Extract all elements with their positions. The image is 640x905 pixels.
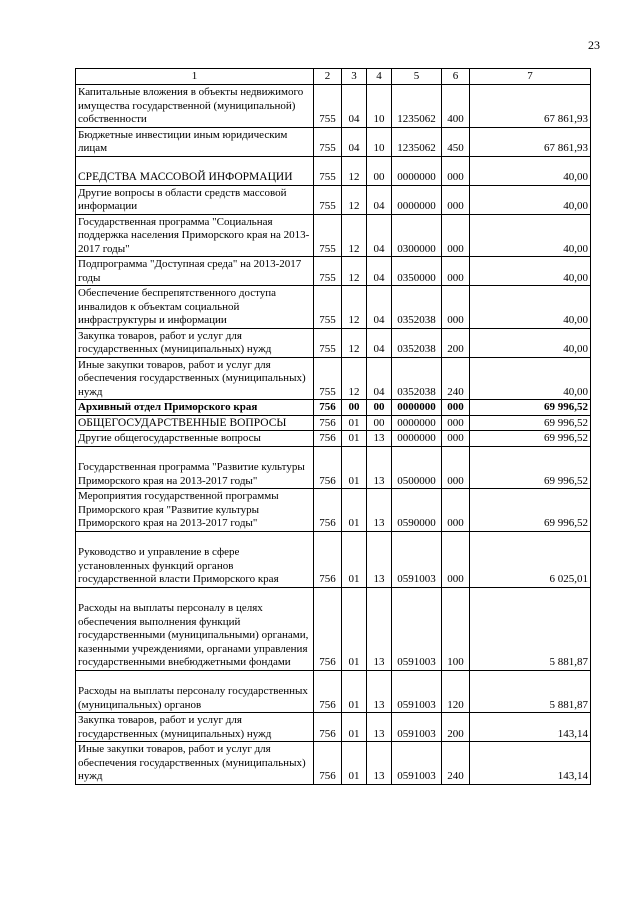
subsection-code-cell: 04 [367, 214, 392, 257]
table-header-row [76, 69, 591, 85]
amount-cell: 143,14 [470, 742, 591, 785]
amount-cell: 6 025,01 [470, 531, 591, 587]
amount-cell: 69 996,52 [470, 446, 591, 489]
section-code-cell: 12 [342, 185, 367, 214]
expense-type-cell: 400 [442, 85, 470, 128]
subsection-code-cell: 10 [367, 85, 392, 128]
amount-cell: 40,00 [470, 328, 591, 357]
amount-cell: 67 861,93 [470, 127, 591, 156]
expense-type-cell: 000 [442, 156, 470, 185]
ministry-code-cell: 755 [314, 257, 342, 286]
expense-type-cell: 000 [442, 446, 470, 489]
ministry-code-cell: 756 [314, 670, 342, 713]
target-article-cell: 0591003 [392, 742, 442, 785]
subsection-code-cell: 13 [367, 446, 392, 489]
row-name-cell: Государственная программа "Развитие культуры Приморского края на 2013-2017 годы" [76, 446, 314, 489]
target-article-cell: 1235062 [392, 85, 442, 128]
column-header: 1 [76, 69, 314, 85]
ministry-code-cell: 756 [314, 742, 342, 785]
target-article-cell: 0350000 [392, 257, 442, 286]
target-article-cell: 0590000 [392, 489, 442, 532]
target-article-cell: 0352038 [392, 357, 442, 400]
table-row [76, 489, 591, 532]
subsection-code-cell: 13 [367, 742, 392, 785]
section-code-cell: 12 [342, 357, 367, 400]
subsection-code-cell: 10 [367, 127, 392, 156]
amount-cell: 67 861,93 [470, 85, 591, 128]
section-code-cell: 01 [342, 431, 367, 447]
target-article-cell: 1235062 [392, 127, 442, 156]
section-code-cell: 12 [342, 328, 367, 357]
table-row [76, 357, 591, 400]
section-code-cell: 01 [342, 742, 367, 785]
section-code-cell: 00 [342, 400, 367, 416]
table-row [76, 742, 591, 785]
column-header: 6 [442, 69, 470, 85]
section-code-cell: 12 [342, 257, 367, 286]
column-header: 5 [392, 69, 442, 85]
table-row [76, 127, 591, 156]
expense-type-cell: 100 [442, 587, 470, 670]
section-code-cell: 01 [342, 531, 367, 587]
amount-cell: 40,00 [470, 257, 591, 286]
ministry-code-cell: 755 [314, 156, 342, 185]
amount-cell: 69 996,52 [470, 400, 591, 416]
target-article-cell: 0352038 [392, 328, 442, 357]
target-article-cell: 0591003 [392, 670, 442, 713]
table-row [76, 185, 591, 214]
column-header: 2 [314, 69, 342, 85]
subsection-code-cell: 13 [367, 431, 392, 447]
row-name-cell: СРЕДСТВА МАССОВОЙ ИНФОРМАЦИИ [76, 156, 314, 185]
amount-cell: 69 996,52 [470, 489, 591, 532]
ministry-code-cell: 756 [314, 431, 342, 447]
table-row [76, 713, 591, 742]
column-header: 4 [367, 69, 392, 85]
ministry-code-cell: 755 [314, 357, 342, 400]
row-name-cell: Руководство и управление в сфере установленных функций органов государственной власти Приморского края [76, 531, 314, 587]
subsection-code-cell: 04 [367, 257, 392, 286]
subsection-code-cell: 04 [367, 286, 392, 329]
section-code-cell: 01 [342, 670, 367, 713]
table-row [76, 431, 591, 447]
amount-cell: 40,00 [470, 214, 591, 257]
expense-type-cell: 000 [442, 185, 470, 214]
row-name-cell: Расходы на выплаты персоналу государственных (муниципальных) органов [76, 670, 314, 713]
expense-type-cell: 450 [442, 127, 470, 156]
table-row [76, 286, 591, 329]
target-article-cell: 0000000 [392, 415, 442, 431]
ministry-code-cell: 755 [314, 185, 342, 214]
row-name-cell: Другие общегосударственные вопросы [76, 431, 314, 447]
row-name-cell: Архивный отдел Приморского края [76, 400, 314, 416]
target-article-cell: 0000000 [392, 156, 442, 185]
section-code-cell: 01 [342, 446, 367, 489]
row-name-cell: Другие вопросы в области средств массовой информации [76, 185, 314, 214]
expense-type-cell: 000 [442, 400, 470, 416]
expense-type-cell: 000 [442, 431, 470, 447]
table-row [76, 446, 591, 489]
table-row [76, 214, 591, 257]
table-row [76, 587, 591, 670]
section-code-cell: 04 [342, 85, 367, 128]
ministry-code-cell: 756 [314, 531, 342, 587]
table-row [76, 400, 591, 416]
expense-type-cell: 000 [442, 531, 470, 587]
subsection-code-cell: 13 [367, 531, 392, 587]
target-article-cell: 0000000 [392, 431, 442, 447]
expense-type-cell: 000 [442, 489, 470, 532]
table-row [76, 415, 591, 431]
row-name-cell: Капитальные вложения в объекты недвижимого имущества государственной (муниципальной) собственности [76, 85, 314, 128]
ministry-code-cell: 756 [314, 400, 342, 416]
target-article-cell: 0591003 [392, 531, 442, 587]
subsection-code-cell: 04 [367, 357, 392, 400]
section-code-cell: 01 [342, 415, 367, 431]
target-article-cell: 0500000 [392, 446, 442, 489]
row-name-cell: Подпрограмма "Доступная среда" на 2013-2017 годы [76, 257, 314, 286]
table-row [76, 156, 591, 185]
row-name-cell: Закупка товаров, работ и услуг для государственных (муниципальных) нужд [76, 713, 314, 742]
expense-type-cell: 000 [442, 214, 470, 257]
expense-type-cell: 200 [442, 713, 470, 742]
row-name-cell: Обеспечение беспрепятственного доступа инвалидов к объектам социальной инфраструктуры и информации [76, 286, 314, 329]
subsection-code-cell: 04 [367, 328, 392, 357]
amount-cell: 40,00 [470, 185, 591, 214]
table-row [76, 531, 591, 587]
amount-cell: 5 881,87 [470, 587, 591, 670]
subsection-code-cell: 00 [367, 415, 392, 431]
expense-type-cell: 240 [442, 357, 470, 400]
amount-cell: 40,00 [470, 286, 591, 329]
subsection-code-cell: 00 [367, 400, 392, 416]
table-body [76, 85, 591, 785]
target-article-cell: 0000000 [392, 185, 442, 214]
section-code-cell: 12 [342, 286, 367, 329]
row-name-cell: Иные закупки товаров, работ и услуг для обеспечения государственных (муниципальных) нужд [76, 742, 314, 785]
budget-table [75, 68, 591, 785]
section-code-cell: 12 [342, 214, 367, 257]
subsection-code-cell: 00 [367, 156, 392, 185]
subsection-code-cell: 13 [367, 713, 392, 742]
section-code-cell: 01 [342, 587, 367, 670]
ministry-code-cell: 756 [314, 489, 342, 532]
table-row [76, 85, 591, 128]
expense-type-cell: 200 [442, 328, 470, 357]
section-code-cell: 04 [342, 127, 367, 156]
ministry-code-cell: 755 [314, 328, 342, 357]
amount-cell: 143,14 [470, 713, 591, 742]
amount-cell: 5 881,87 [470, 670, 591, 713]
amount-cell: 40,00 [470, 357, 591, 400]
ministry-code-cell: 756 [314, 587, 342, 670]
column-header: 3 [342, 69, 367, 85]
row-name-cell: ОБЩЕГОСУДАРСТВЕННЫЕ ВОПРОСЫ [76, 415, 314, 431]
page-number: 23 [588, 38, 600, 52]
expense-type-cell: 000 [442, 257, 470, 286]
table-row [76, 670, 591, 713]
subsection-code-cell: 13 [367, 489, 392, 532]
amount-cell: 40,00 [470, 156, 591, 185]
subsection-code-cell: 04 [367, 185, 392, 214]
section-code-cell: 01 [342, 489, 367, 532]
expense-type-cell: 000 [442, 415, 470, 431]
row-name-cell: Бюджетные инвестиции иным юридическим лицам [76, 127, 314, 156]
ministry-code-cell: 756 [314, 713, 342, 742]
target-article-cell: 0591003 [392, 587, 442, 670]
ministry-code-cell: 755 [314, 127, 342, 156]
column-header: 7 [470, 69, 591, 85]
amount-cell: 69 996,52 [470, 415, 591, 431]
expense-type-cell: 240 [442, 742, 470, 785]
subsection-code-cell: 13 [367, 670, 392, 713]
target-article-cell: 0000000 [392, 400, 442, 416]
ministry-code-cell: 756 [314, 446, 342, 489]
row-name-cell: Расходы на выплаты персоналу в целях обеспечения выполнения функций государственными (муниципальными) органами, казенными учреждениями, органами управления государственными внебюджетными фондами [76, 587, 314, 670]
ministry-code-cell: 755 [314, 214, 342, 257]
amount-cell: 69 996,52 [470, 431, 591, 447]
expense-type-cell: 120 [442, 670, 470, 713]
target-article-cell: 0352038 [392, 286, 442, 329]
target-article-cell: 0300000 [392, 214, 442, 257]
subsection-code-cell: 13 [367, 587, 392, 670]
ministry-code-cell: 755 [314, 85, 342, 128]
row-name-cell: Мероприятия государственной программы Приморского края "Развитие культуры Приморского края на 2013-2017 годы" [76, 489, 314, 532]
section-code-cell: 01 [342, 713, 367, 742]
row-name-cell: Государственная программа "Социальная поддержка населения Приморского края на 2013-2017 годы" [76, 214, 314, 257]
table-row [76, 257, 591, 286]
ministry-code-cell: 756 [314, 415, 342, 431]
table-row [76, 328, 591, 357]
section-code-cell: 12 [342, 156, 367, 185]
row-name-cell: Иные закупки товаров, работ и услуг для обеспечения государственных (муниципальных) нужд [76, 357, 314, 400]
ministry-code-cell: 755 [314, 286, 342, 329]
target-article-cell: 0591003 [392, 713, 442, 742]
expense-type-cell: 000 [442, 286, 470, 329]
row-name-cell: Закупка товаров, работ и услуг для государственных (муниципальных) нужд [76, 328, 314, 357]
